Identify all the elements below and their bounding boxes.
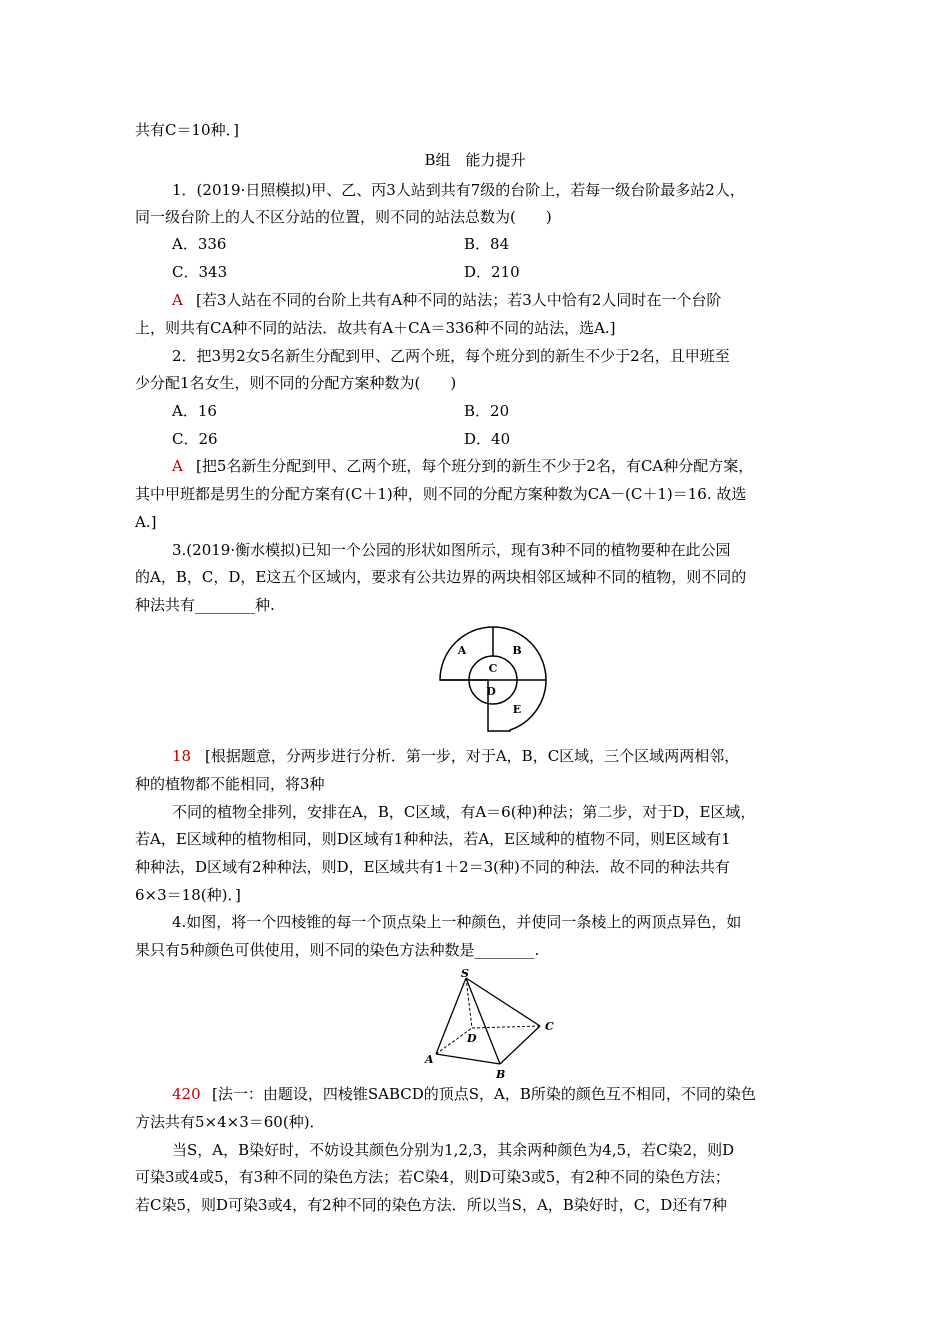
edge-dc <box>472 1026 540 1028</box>
q3-line3: 种法共有________种. <box>135 596 275 614</box>
q3-solution-line5: 种种法，D区域有2种种法，则D，E区域共有1＋2＝3(种)不同的种法．故不同的种法共有 <box>135 858 730 876</box>
vertex-b-label: B <box>496 1068 506 1080</box>
region-e-label: E <box>512 703 522 716</box>
q3-line2: 的A，B，C，D，E这五个区域内，要求有公共边界的两块相邻区域种不同的植物，则不同的 <box>135 568 747 586</box>
q4-solution-line4: 可染3或4或5，有3种不同的染色方法；若C染4，则D可染3或5，有2种不同的染色方法； <box>135 1168 730 1186</box>
top-line: 共有C＝10种．] <box>135 121 239 139</box>
q2-option-a: A．16 <box>172 402 217 420</box>
edge-bc <box>500 1026 540 1064</box>
edge-sb <box>466 978 500 1064</box>
q4-line2: 果只有5种颜色可供使用，则不同的染色方法种数是________. <box>135 941 540 959</box>
q1-line1: 1．(2019·日照模拟)甲、乙、丙3人站到共有7级的台阶上，若每一级台阶最多站2人， <box>172 181 745 199</box>
q1-solution-line2: 上，则共有CA种不同的站法．故共有A＋CA＝336种不同的站法，选A.] <box>135 319 616 337</box>
q4-line1: 4.如图，将一个四棱锥的每一个顶点染上一种颜色，并使同一条棱上的两顶点异色，如 <box>172 913 742 931</box>
vertex-s-label: S <box>461 968 469 980</box>
q1-option-b: B．84 <box>464 235 510 253</box>
q2-solution-line1: [把5名新生分配到甲、乙两个班，每个班分到的新生不少于2名，有CA种分配方案， <box>196 457 754 475</box>
region-b-label: B <box>512 644 522 657</box>
q1-solution-line1: [若3人站在不同的台阶上共有A种不同的站法；若3人中恰有2人同时在一个台阶 <box>196 291 722 309</box>
vertex-d-label: D <box>467 1032 477 1045</box>
q3-solution-line1: [根据题意，分两步进行分析．第一步，对于A，B，C区域，三个区域两两相邻， <box>205 747 740 765</box>
q3-solution-line6: 6×3＝18(种)．] <box>135 886 241 904</box>
q3-solution-line4: 若A，E区域种的植物相同，则D区域有1种种法，若A，E区域种的植物不同，则E区域有1 <box>135 830 731 848</box>
q3-answer: 18 <box>172 747 192 765</box>
edge-sa <box>436 978 466 1054</box>
q1-option-d: D．210 <box>464 263 520 281</box>
edge-ab <box>436 1054 500 1064</box>
q2-solution-line3: A.] <box>135 513 157 531</box>
q4-solution-line5: 若C染5，则D可染3或4，有2种不同的染色方法．所以当S，A，B染好时，C，D还有7种 <box>135 1196 727 1214</box>
vertex-a-label: A <box>425 1053 434 1066</box>
q2-solution-line2: 其中甲班都是男生的分配方案有(C＋1)种，则不同的分配方案种数为CA－(C＋1)＝16. 故选 <box>135 485 747 503</box>
q1-option-a: A．336 <box>172 235 227 253</box>
edge-sc <box>466 978 540 1026</box>
q3-solution-line3: 不同的植物全排列，安排在A，B，C区域，有A＝6(种)种法；第二步，对于D，E区域， <box>172 803 756 821</box>
q4-solution-line1: [法一：由题设，四棱锥SABCD的顶点S，A，B所染的颜色互不相同，不同的染色 <box>212 1085 756 1103</box>
region-d-label: D <box>486 685 496 698</box>
q4-solution-line2: 方法共有5×4×3＝60(种)． <box>135 1113 325 1131</box>
q4-solution-line3: 当S，A，B染好时，不妨设其颜色分别为1,2,3，其余两种颜色为4,5，若C染2，则D <box>172 1141 735 1159</box>
q2-option-c: C．26 <box>172 430 218 448</box>
park-region-figure <box>430 620 560 732</box>
region-a-label: A <box>457 644 467 657</box>
pyramid-figure <box>420 968 570 1080</box>
q2-line1: 2．把3男2女5名新生分配到甲、乙两个班，每个班分到的新生不少于2名，且甲班至 <box>172 347 730 365</box>
q2-answer: A <box>172 457 183 475</box>
q2-option-d: D．40 <box>464 430 511 448</box>
q3-line1: 3.(2019·衡水模拟)已知一个公园的形状如图所示，现有3种不同的植物要种在此公园 <box>172 541 731 559</box>
q1-line2: 同一级台阶上的人不区分站的位置，则不同的站法总数为( ) <box>135 208 552 226</box>
q3-solution-line2: 种的植物都不能相同，将3种 <box>135 775 325 793</box>
q1-option-c: C．343 <box>172 263 228 281</box>
q1-answer: A <box>172 291 183 309</box>
section-title: B组 能力提升 <box>424 151 526 169</box>
region-c-label: C <box>488 662 498 675</box>
q2-option-b: B．20 <box>464 402 510 420</box>
q4-answer: 420 <box>172 1085 201 1103</box>
q2-line2: 少分配1名女生，则不同的分配方案种数为( ) <box>135 374 457 392</box>
vertex-c-label: C <box>545 1020 554 1033</box>
